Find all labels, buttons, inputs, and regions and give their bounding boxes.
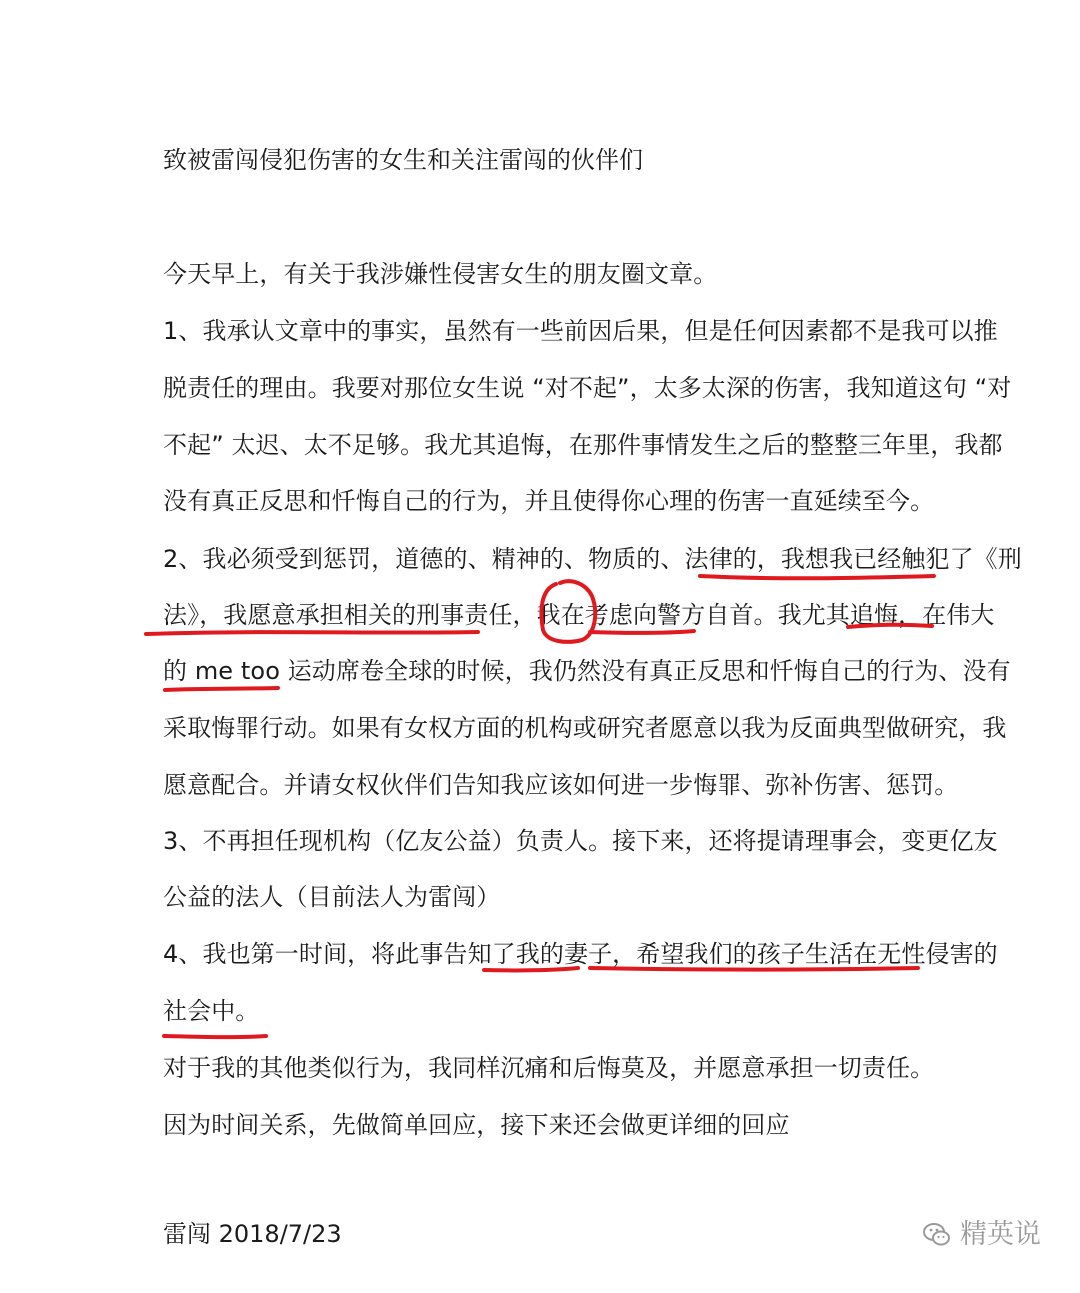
letter-line: 不起” 太迟、太不足够。我尤其追悔，在那件事情发生之后的整整三年里，我都 bbox=[163, 431, 1003, 459]
letter-line: 4、我也第一时间，将此事告知了我的妻子，希望我们的孩子生活在无性侵害的 bbox=[163, 940, 998, 968]
letter-line: 今天早上，有关于我涉嫌性侵害女生的朋友圈文章。 bbox=[163, 260, 718, 288]
watermark bbox=[922, 1218, 1041, 1252]
letter-line: 脱责任的理由。我要对那位女生说 “对不起”，太多太深的伤害，我知道这句 “对 bbox=[163, 374, 1012, 402]
letter-line: 因为时间关系，先做简单回应，接下来还会做更详细的回应 bbox=[163, 1111, 790, 1139]
letter-line: 愿意配合。并请女权伙伴们告知我应该如何进一步悔罪、弥补伤害、惩罚。 bbox=[163, 771, 959, 799]
letter-line: 法》，我愿意承担相关的刑事责任，我在考虑向警方自首。我尤其追悔，在伟大 bbox=[163, 601, 995, 629]
watermark-text: 精英说 bbox=[960, 1219, 1041, 1250]
letter-line: 没有真正反思和忏悔自己的行为，并且使得你心理的伤害一直延续至今。 bbox=[163, 487, 935, 515]
letter-line: 公益的法人（目前法人为雷闯） bbox=[163, 883, 501, 911]
letter-line: 采取悔罪行动。如果有女权方面的机构或研究者愿意以我为反面典型做研究，我 bbox=[163, 714, 1007, 742]
underline-mark bbox=[164, 1036, 266, 1037]
letter-line: 的 me too 运动席卷全球的时候，我仍然没有真正反思和忏悔自己的行为、没有 bbox=[163, 657, 1011, 685]
letter-line: 社会中。 bbox=[163, 997, 260, 1025]
letter-line: 2、我必须受到惩罚，道德的、精神的、物质的、法律的，我想我已经触犯了《刑 bbox=[163, 545, 1022, 573]
letter-line: 3、不再担任现机构（亿友公益）负责人。接下来，还将提请理事会，变更亿友 bbox=[163, 827, 998, 855]
letter-line: 1、我承认文章中的事实，虽然有一些前因后果，但是任何因素都不是我可以推 bbox=[163, 317, 998, 345]
wechat-icon bbox=[922, 1220, 952, 1250]
letter-line: 对于我的其他类似行为，我同样沉痛和后悔莫及，并愿意承担一切责任。 bbox=[163, 1054, 935, 1082]
signature-date: 雷闯 2018/7/23 bbox=[163, 1220, 342, 1248]
letter-title: 致被雷闯侵犯伤害的女生和关注雷闯的伙伴们 bbox=[163, 146, 643, 174]
